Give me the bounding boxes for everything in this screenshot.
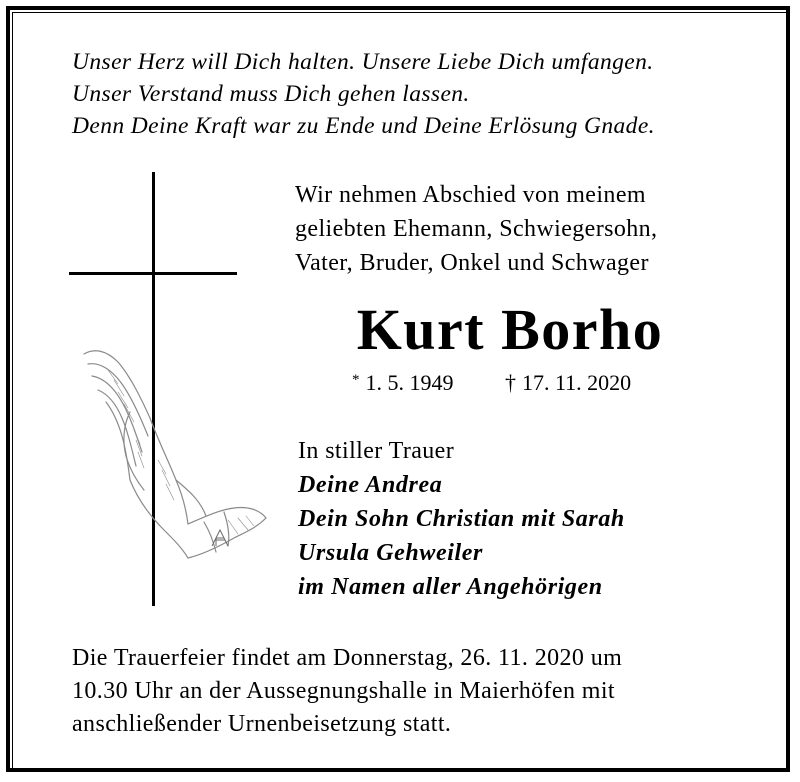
signature-line: im Namen aller Angehörigen bbox=[298, 574, 603, 600]
birth-date-group bbox=[352, 370, 454, 396]
ceremony-line: anschließender Urnenbeisetzung statt. bbox=[72, 711, 452, 737]
mourning-lead: In stiller Trauer bbox=[298, 438, 455, 464]
farewell-intro bbox=[295, 178, 657, 280]
praying-hands-icon bbox=[78, 340, 270, 570]
life-dates bbox=[352, 370, 631, 396]
deceased-name: Kurt Borho bbox=[356, 297, 664, 362]
signature-line: Ursula Gehweiler bbox=[298, 540, 483, 566]
poem-line: Unser Verstand muss Dich gehen lassen. bbox=[72, 81, 470, 107]
death-date: 17. 11. 2020 bbox=[522, 370, 632, 395]
poem bbox=[72, 46, 655, 142]
dagger-icon: † bbox=[505, 370, 516, 395]
poem-line: Denn Deine Kraft war zu Ende und Deine Erlösung Gnade. bbox=[72, 113, 655, 139]
cross-horizontal-bar bbox=[69, 272, 237, 275]
ceremony-line: 10.30 Uhr an der Aussegnungshalle in Maierhöfen mit bbox=[72, 678, 615, 704]
intro-line: Vater, Bruder, Onkel und Schwager bbox=[295, 250, 649, 276]
ceremony-line: Die Trauerfeier findet am Donnerstag, 26. 11. 2020 um bbox=[72, 645, 623, 671]
birth-date: 1. 5. 1949 bbox=[365, 370, 454, 395]
poem-line: Unser Herz will Dich halten. Unsere Liebe Dich umfangen. bbox=[72, 49, 654, 75]
intro-line: geliebten Ehemann, Schwiegersohn, bbox=[295, 216, 658, 242]
signature-line: Dein Sohn Christian mit Sarah bbox=[298, 506, 625, 532]
ceremony-notice bbox=[72, 642, 622, 741]
death-date-group bbox=[505, 370, 631, 396]
star-icon: * bbox=[352, 372, 360, 388]
mourning-block bbox=[298, 434, 625, 604]
signature-line: Deine Andrea bbox=[298, 472, 443, 498]
intro-line: Wir nehmen Abschied von meinem bbox=[295, 182, 646, 208]
